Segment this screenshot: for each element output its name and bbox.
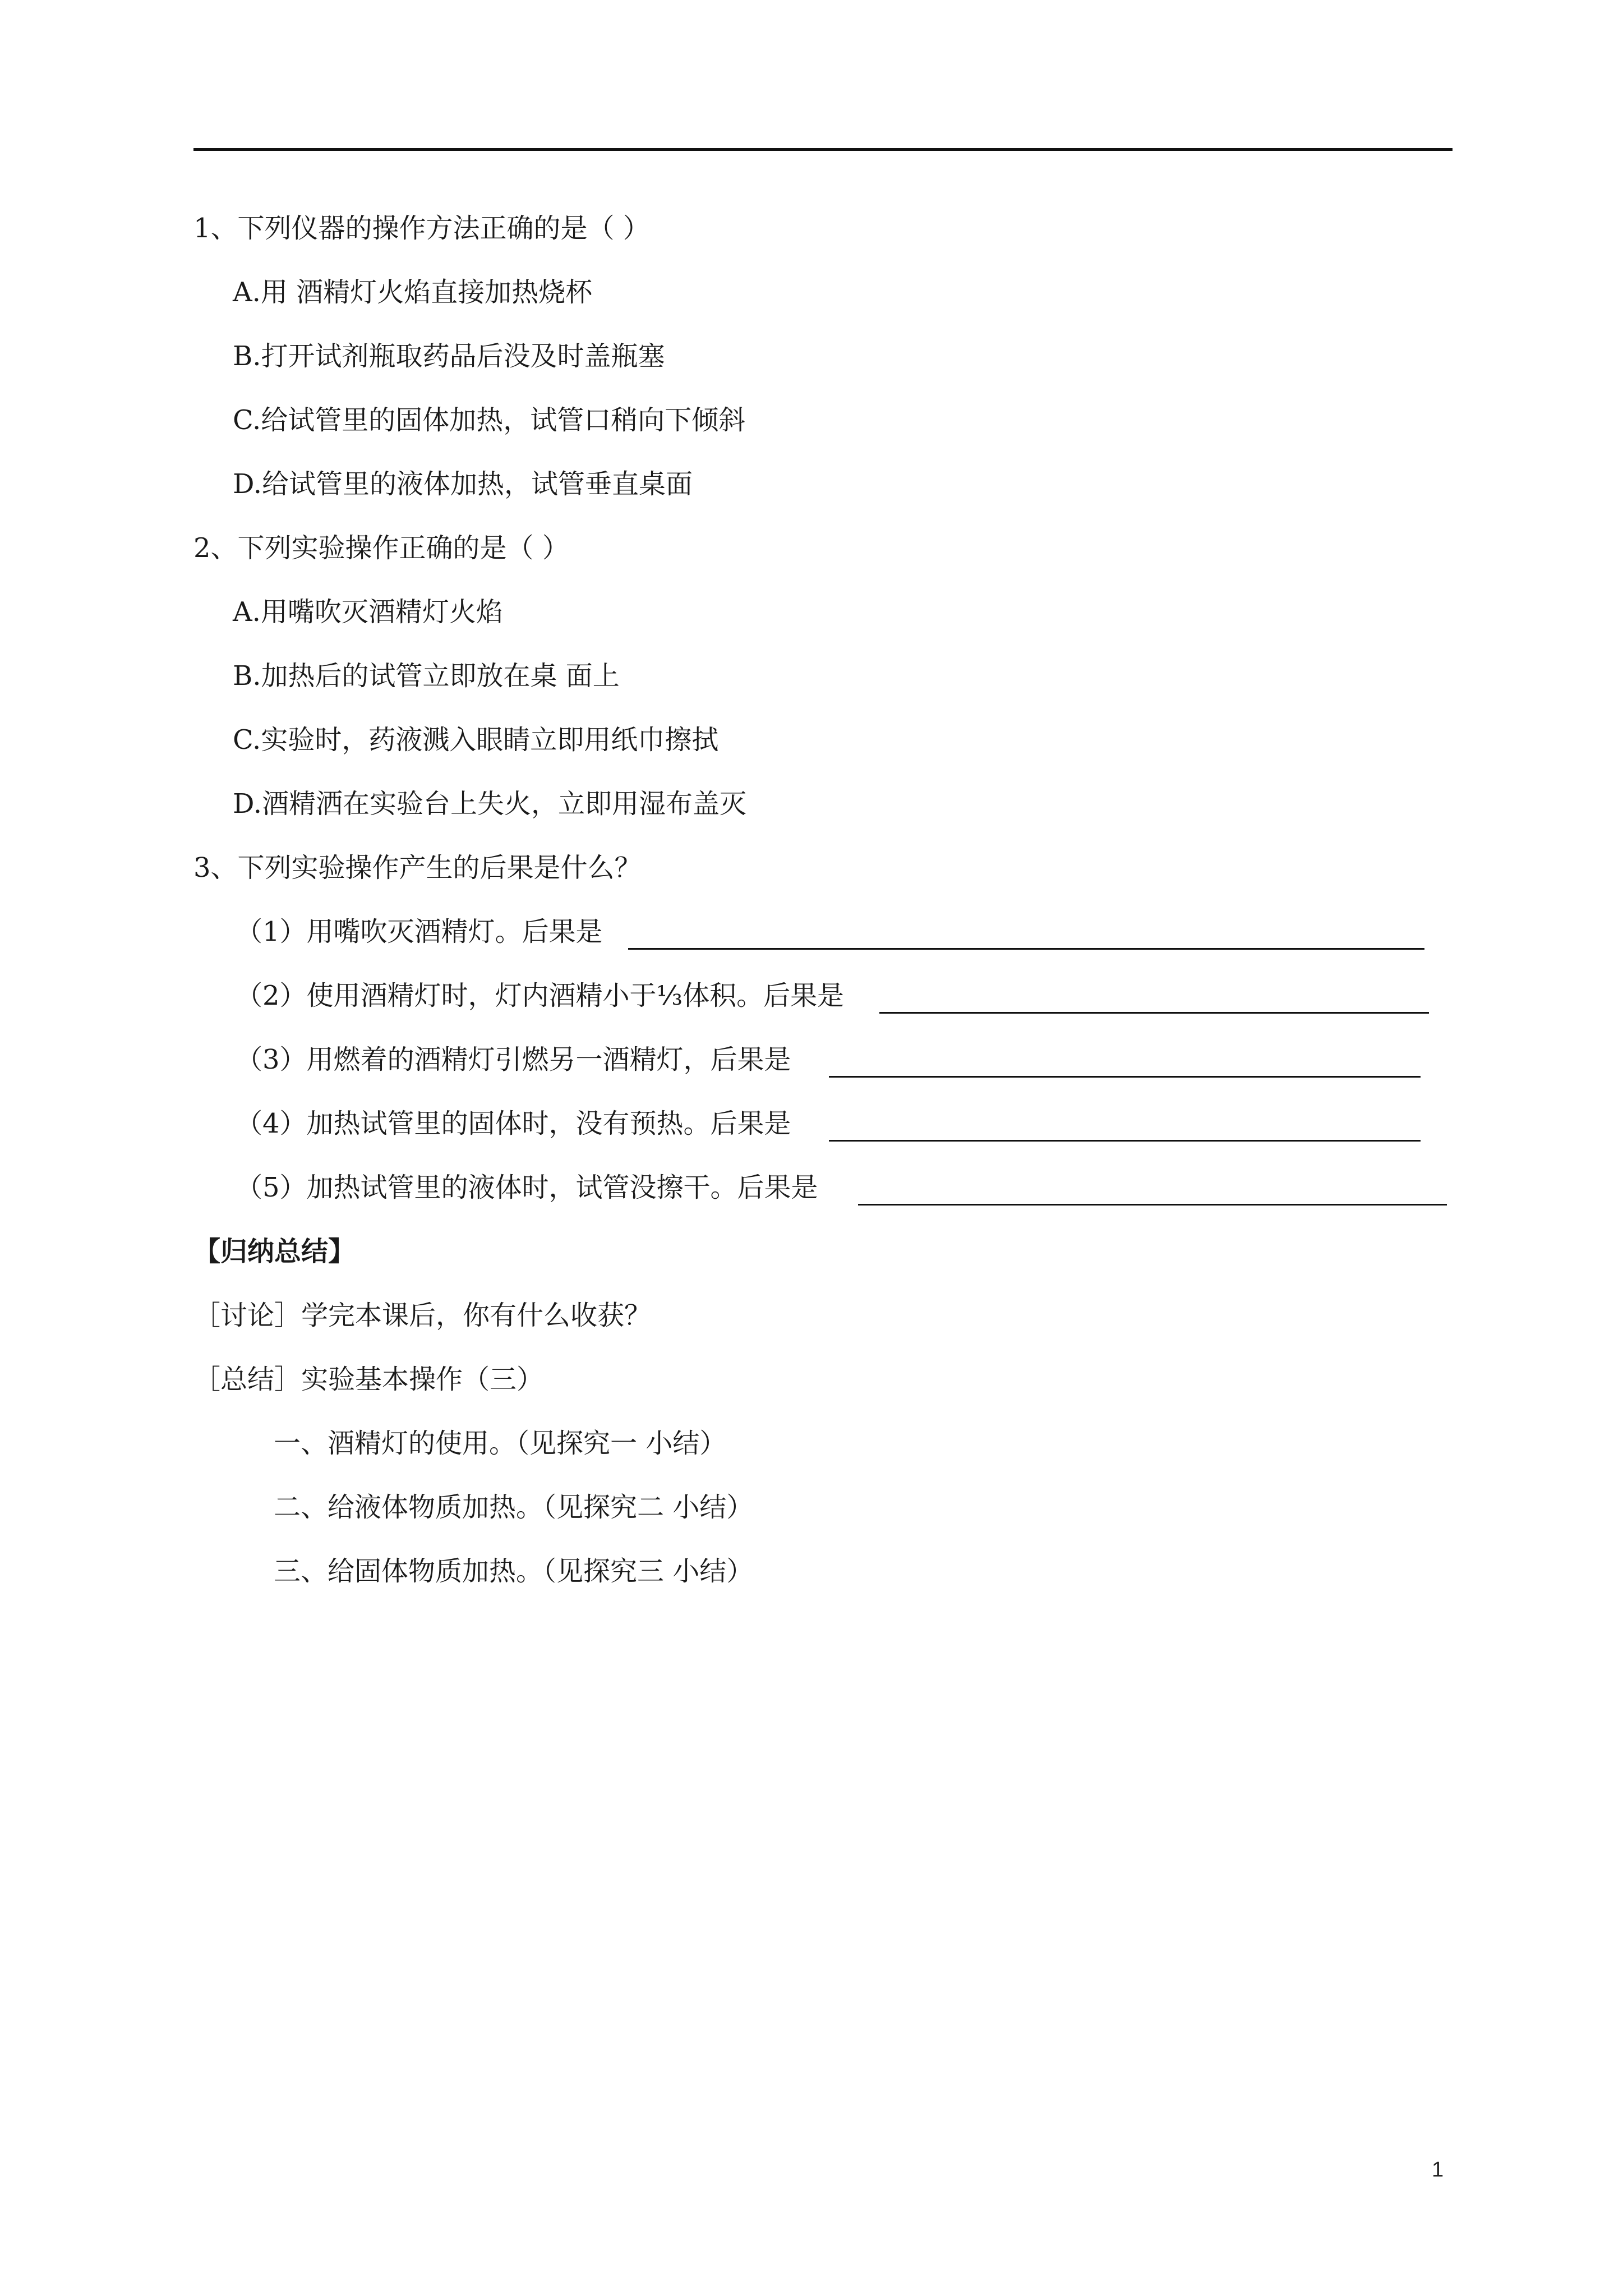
page-number: 1 [1432, 2158, 1444, 2182]
answer-blank-2[interactable] [879, 1012, 1429, 1014]
question-2-option-b: B.加热后的试管立即放在桌 面上 [233, 660, 620, 692]
summary-point-1: 一、酒精灯的使用。（见探究一 小结） [274, 1428, 727, 1459]
question-2-stem: 2、下列实验操作正确的是（ ） [193, 532, 569, 564]
question-1-stem: 1、下列仪器的操作方法正确的是（ ） [193, 213, 650, 244]
question-2-option-d: D.酒精洒在实验台上失火，立即用湿布盖灭 [233, 788, 747, 820]
summary-discussion: ［讨论］学完本课后，你有什么收获？ [193, 1300, 652, 1331]
question-3-item-5: （5）加热试管里的液体时，试管没擦干。后果是 [236, 1172, 818, 1203]
answer-blank-4[interactable] [829, 1140, 1421, 1142]
question-1-option-d: D.给试管里的液体加热，试管垂直桌面 [233, 468, 693, 500]
question-3-item-4: （4）加热试管里的固体时，没有预热。后果是 [236, 1108, 791, 1139]
question-3-item-3: （3）用燃着的酒精灯引燃另一酒精灯，后果是 [236, 1044, 791, 1075]
question-1-option-c: C.给试管里的固体加热，试管口稍向下倾斜 [233, 404, 746, 436]
question-1-option-b: B.打开试剂瓶取药品后没及时盖瓶塞 [233, 341, 665, 372]
answer-blank-5[interactable] [858, 1204, 1447, 1205]
question-3-stem: 3、下列实验操作产生的后果是什么？ [193, 852, 642, 884]
question-3-item-1: （1）用嘴吹灭酒精灯。后果是 [236, 916, 603, 947]
answer-blank-3[interactable] [829, 1076, 1421, 1078]
summary-point-3: 三、给固体物质加热。（见探究三 小结） [274, 1556, 754, 1587]
summary-point-2: 二、给液体物质加热。（见探究二 小结） [274, 1492, 754, 1523]
summary-heading: 【归纳总结】 [193, 1236, 356, 1267]
header-rule [193, 148, 1453, 151]
question-2-option-a: A.用嘴吹灭酒精灯火焰 [233, 596, 503, 628]
question-2-option-c: C.实验时，药液溅入眼睛立即用纸巾擦拭 [233, 724, 719, 756]
question-3-item-2: （2）使用酒精灯时，灯内酒精小于⅓体积。后果是 [236, 980, 845, 1011]
answer-blank-1[interactable] [628, 948, 1424, 950]
question-1-option-a: A.用 酒精灯火焰直接加热烧杯 [233, 277, 593, 308]
summary-conclusion: ［总结］实验基本操作（三） [193, 1364, 544, 1395]
